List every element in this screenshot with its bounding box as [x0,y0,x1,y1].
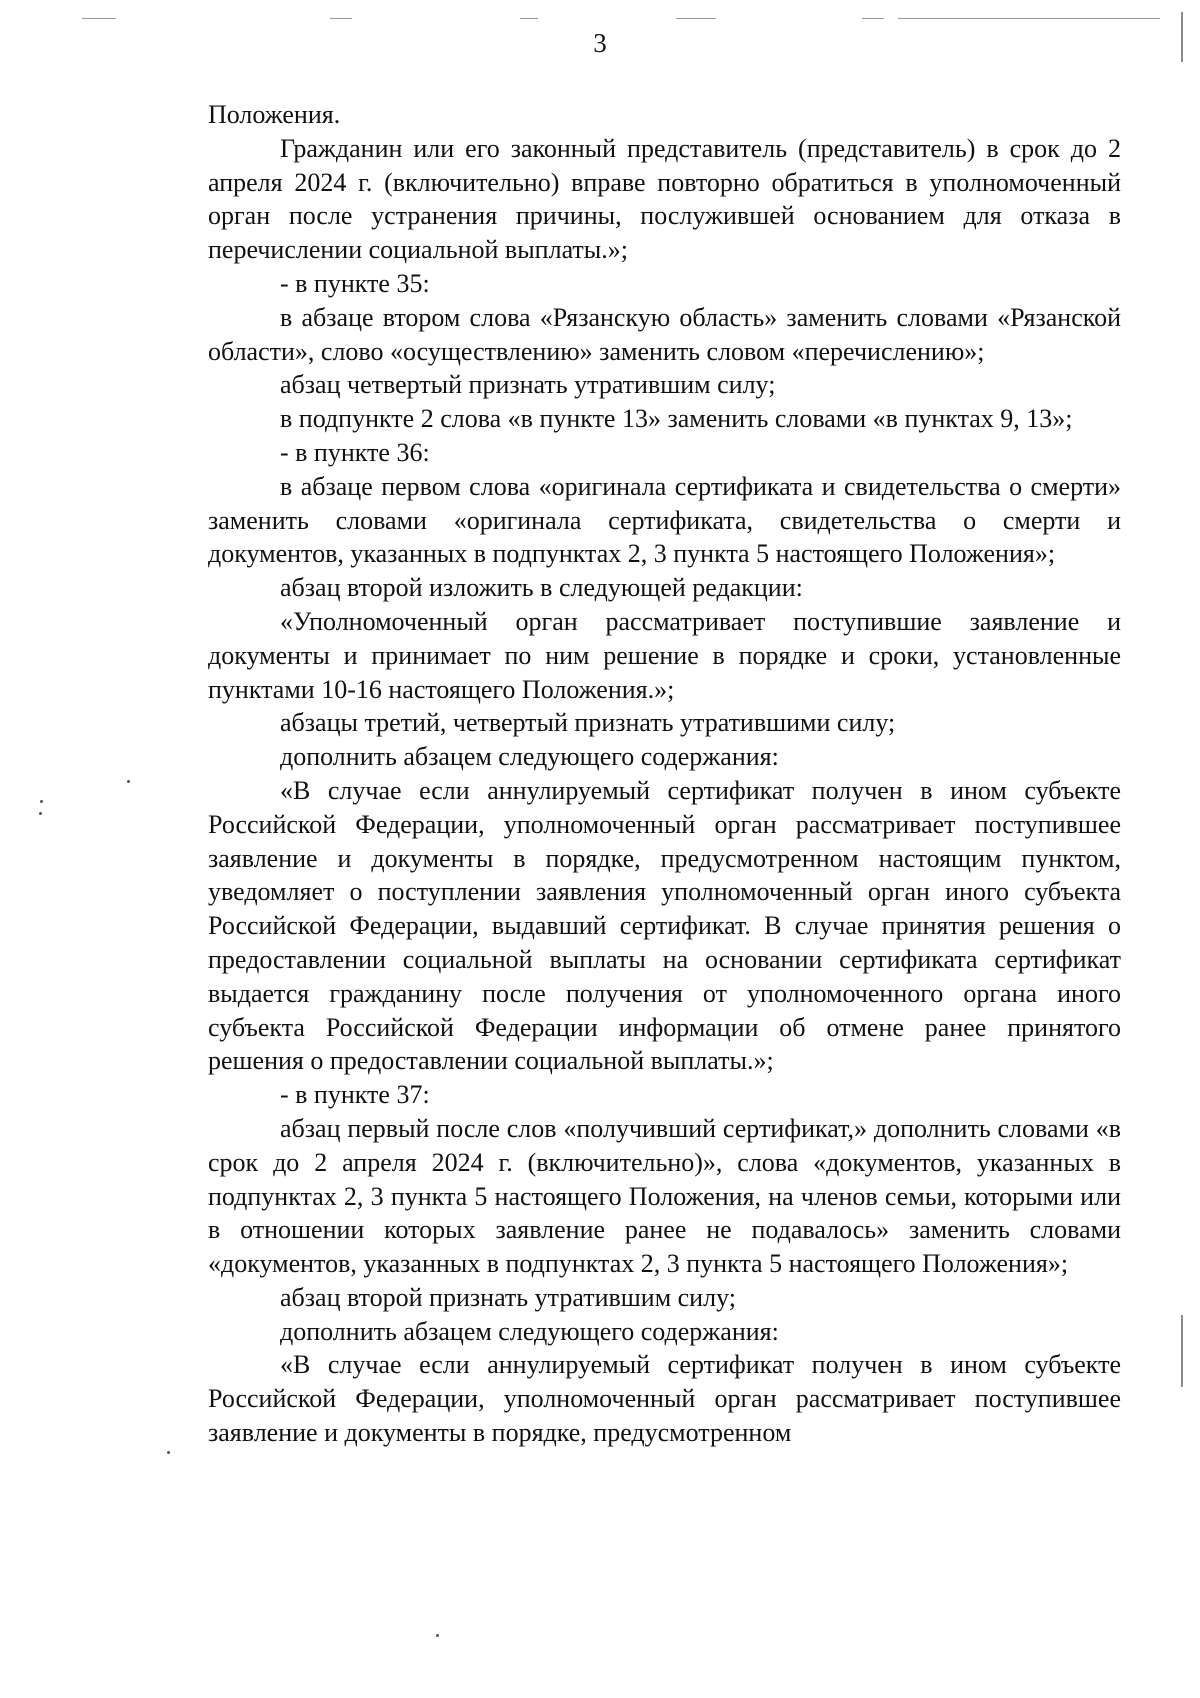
scan-speck [436,1634,439,1637]
paragraph: абзацы третий, четвертый признать утратившими силу; [280,708,896,738]
paragraph: абзац четвертый признать утратившим силу; [280,370,776,400]
scan-edge-mark [1181,1315,1183,1387]
paragraph: в подпункте 2 слова «в пункте 13» заменить словами «в пунктах 9, 13»; [280,404,1073,434]
paragraph: Гражданин или его законный представитель (представитель) в срок до 2 апреля 2024 г. (включительно) вправе повторно обратиться в уполномоченный орган после устранения причины, послужившей основанием для отказа в перечислении социальной выплаты.»; [208,133,1121,265]
scan-edge-line [898,18,1160,19]
scan-edge-line [82,18,116,19]
scan-speck [40,800,43,803]
paragraph: «В случае если аннулируемый сертификат получен в ином субъекте Российской Федерации, уполномоченный орган рассматривает поступившее заявление и документы в порядке, предусмотренном [208,1350,1121,1448]
scan-edge-line [676,18,716,19]
scan-edge-line [520,18,538,19]
document-body [208,98,1121,1450]
paragraph: «В случае если аннулируемый сертификат получен в ином субъекте Российской Федерации, уполномоченный орган рассматривает поступившее заявление и документы в порядке, предусмотренном настоящим пунктом, уведомляет о поступлении заявления уполномоченный орган иного субъекта Российской Федерации, выдавший сертификат. В случае принятия решения о предоставлении социальной выплаты на основании сертификата сертификат выдается гражданину после получения от уполномоченного органа иного субъекта Российской Федерации информации об отмене ранее принятого решения о предоставлении социальной выплаты.»; [208,775,1121,1076]
paragraph: - в пункте 35: [280,268,430,298]
scan-speck [167,1451,170,1454]
paragraph: абзац первый после слов «получивший сертификат,» дополнить словами «в срок до 2 апреля 2024 г. (включительно)», слова «документов, указанных в подпунктах 2, 3 пункта 5 настоящего Положения, на членов семьи, которыми или в отношении которых заявление ранее не подавалось» заменить словами «документов, указанных в подпунктах 2, 3 пункта 5 настоящего Положения»; [208,1113,1121,1279]
scan-edge-line [330,18,352,19]
scan-edge-line [862,18,884,19]
paragraph: - в пункте 36: [280,437,430,467]
paragraph: «Уполномоченный орган рассматривает поступившие заявление и документы и принимает по ним решение в порядке и сроки, установленные пунктами 10-16 настоящего Положения.»; [208,606,1121,704]
scan-speck [127,780,130,783]
paragraph: - в пункте 37: [280,1080,430,1110]
paragraph: в абзаце первом слова «оригинала сертификата и свидетельства о смерти» заменить словами «оригинала сертификата, свидетельства о смерти и документов, указанных в подпунктах 2, 3 пункта 5 настоящего Положения»; [208,471,1121,569]
paragraph: дополнить абзацем следующего содержания: [280,1316,779,1346]
scan-speck [39,812,42,815]
paragraph: абзац второй изложить в следующей редакции: [280,573,803,603]
page-number: 3 [593,28,607,58]
paragraph: абзац второй признать утратившим силу; [280,1282,736,1312]
paragraph: в абзаце втором слова «Рязанскую область» заменить словами «Рязанской области», слово «осуществлению» заменить словом «перечислению»; [208,302,1121,366]
paragraph: Положения. [208,100,341,129]
paragraph: дополнить абзацем следующего содержания: [280,742,779,772]
